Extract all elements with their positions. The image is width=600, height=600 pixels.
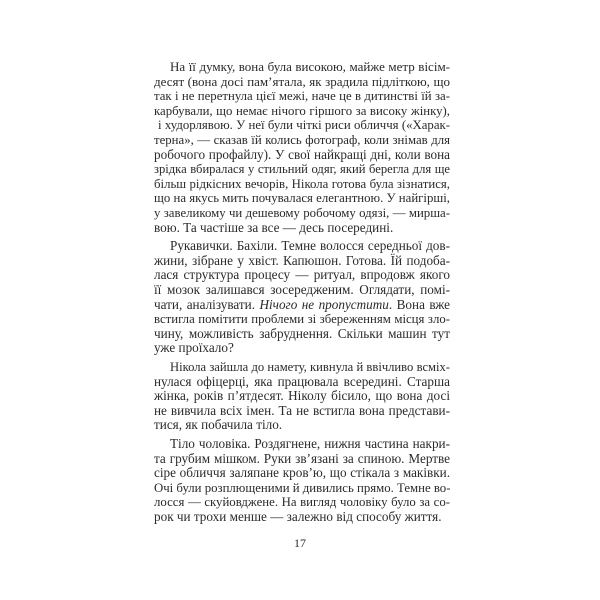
text-line: зрідка вбиралася у стильний одяг, який берегла для ще: [154, 162, 450, 177]
text-line: лася структура процесу — ритуал, впродовж якого: [154, 267, 450, 283]
text-run: чати, аналізувати.: [154, 296, 260, 312]
text-line: Рукавички. Бахіли. Темне волосся середньої дов-: [170, 238, 450, 254]
text-line: сіре обличчя заляпане кров’ю, що стікала з маківки.: [154, 465, 450, 481]
text-line: нулася офіцерці, яка працювала всередині. Старша: [154, 373, 450, 389]
text-line: її мозок залишався зосередженим. Оглядати, помі-: [154, 282, 450, 297]
text-line: більш рідкісних вечорів, Нікола готова була зізнатися,: [154, 176, 450, 191]
text-line: Очі були розплющеними й дивились прямо. Темне во-: [154, 480, 451, 495]
text-line: Нікола зайшла до намету, кивнула й ввічливо всміх-: [170, 360, 450, 374]
text-line: та грубим мішком. Руки зв’язані за спиною. Мертве: [154, 450, 450, 466]
text-line: лосся — скуйовджене. На вигляд чоловіку було за со-: [154, 495, 450, 510]
text-line: робочого профайлу). У свої найкращі дні, коли вона: [154, 146, 450, 162]
text-line: уже проїхало?: [154, 340, 234, 356]
text-line: вою. Та частіше за все — десь посередині.: [154, 219, 394, 235]
text-line: не вивчила всіх імен. Та не встигла вона представи-: [154, 402, 450, 418]
text-line: карбували, що немає нічого гіршого за високу жінку),: [154, 103, 450, 118]
text-line: терна», — сказав їй колись фотограф, коли знімав для: [154, 133, 450, 147]
text-line: тися, як побачила тіло.: [154, 417, 283, 433]
page-number: 17: [294, 536, 306, 550]
text-line: десят (вона досі пам’ятала, як зрадила підліткою, що: [154, 73, 450, 89]
text-line: чину, можливість забруднення. Скільки машин тут: [154, 325, 450, 341]
text-run: . Вона вже: [388, 296, 451, 312]
italic-text-run: Нічого не пропустити: [259, 296, 389, 312]
text-line: і худорлявою. У неї були чіткі риси обличчя («Харак-: [158, 118, 450, 133]
text-line: що на якусь мить почувалася елегантною. У найгірші,: [154, 191, 450, 206]
text-line: На її думку, вона була високою, майже метр вісім-: [170, 59, 450, 74]
text-line: жини, зібране у хвіст. Капюшон. Готова. Їй подоба-: [154, 252, 450, 268]
text-line: рок чи трохи менше — залежно від способу життя.: [154, 509, 442, 524]
text-line: [154, 298, 450, 313]
text-line: встигла помітити проблеми зі збереженням місця зло-: [154, 312, 450, 327]
text-line: Тіло чоловіка. Роздягнене, нижня частина накри-: [170, 436, 450, 451]
text-line: жінка, років п’ятдесят. Ніколу бісило, що вона досі: [154, 388, 450, 404]
text-line: у завеликому чи дешевому робочому одязі, — мирша-: [154, 206, 450, 220]
text-line: так і не перетнула цієї межі, наче це в дитинстві їй за-: [154, 89, 450, 104]
